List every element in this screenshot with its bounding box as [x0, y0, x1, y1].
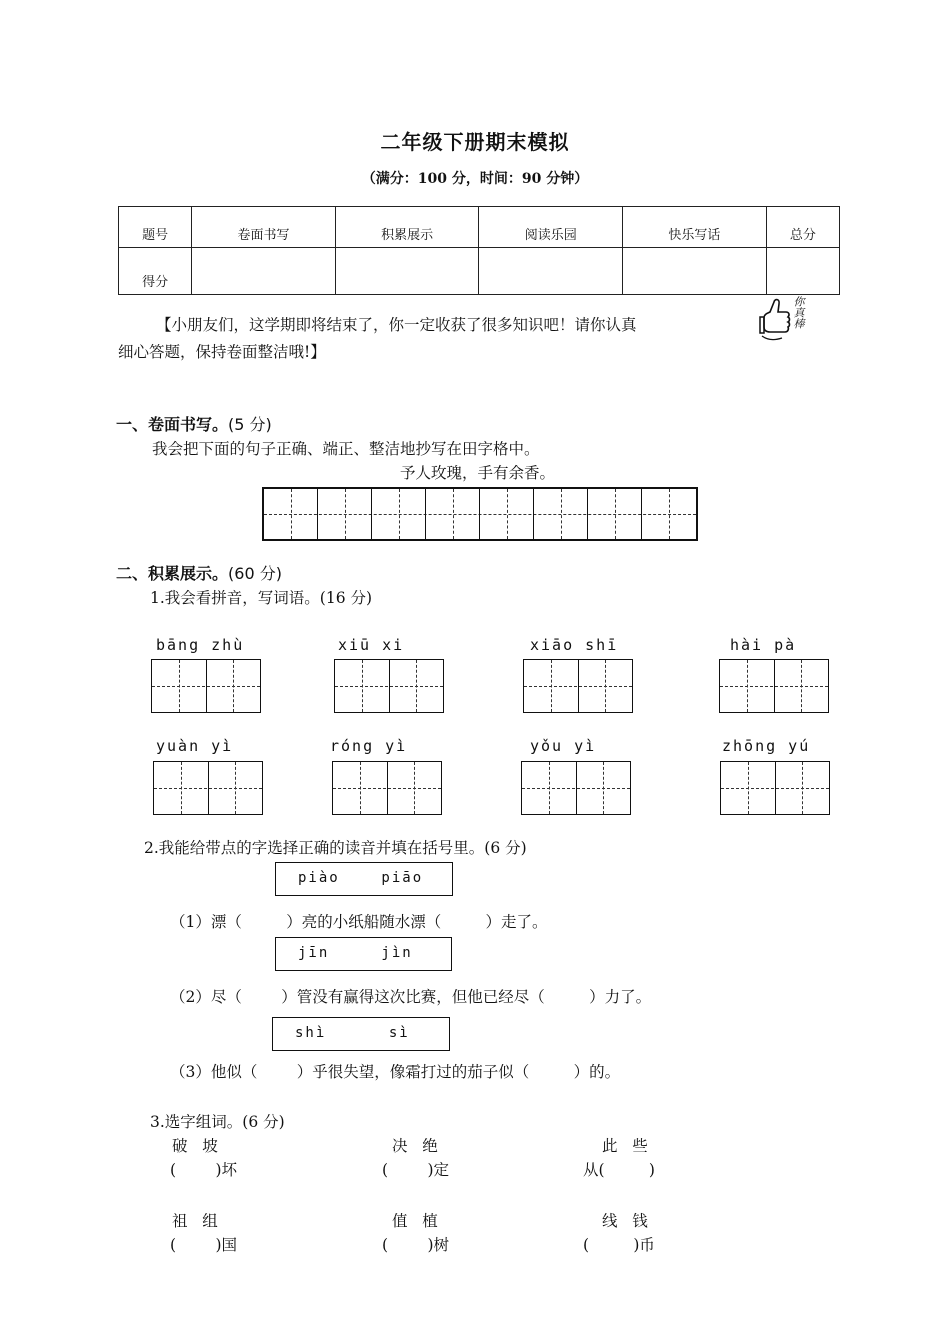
q2-label: 2.我能给带点的字选择正确的读音并填在括号里。(6 分)	[144, 839, 527, 857]
tianzige-copy-grid[interactable]	[262, 487, 698, 541]
q2-sentence[interactable]: （1）漂（ ）亮的小纸船随水漂（ ）走了。	[170, 913, 548, 931]
reading-options-box: shì sì	[272, 1017, 450, 1051]
q3-char-pair: 决 绝	[392, 1137, 438, 1155]
pinyin-label: róng yì	[330, 737, 408, 755]
tianzige-cell[interactable]	[318, 489, 372, 539]
section1-title: 一、卷面书写。	[116, 415, 229, 434]
q3-blank[interactable]: ( )树	[382, 1236, 450, 1254]
intro-note	[118, 312, 758, 366]
reading-options-box: jīn jìn	[275, 937, 452, 971]
thumbs-up-icon	[756, 296, 812, 348]
q3-blank[interactable]: ( )国	[170, 1236, 238, 1254]
page-title: 二年级下册期末模拟	[380, 130, 570, 154]
score-cell[interactable]	[766, 248, 839, 295]
score-table-score-row	[119, 248, 840, 295]
pinyin-label: zhōng yú	[722, 737, 811, 755]
score-cell[interactable]	[335, 248, 479, 295]
pinyin-label: yǒu yì	[530, 737, 597, 755]
score-table-header-row	[119, 207, 840, 248]
tianzige-cell[interactable]	[426, 489, 480, 539]
word-writing-box[interactable]	[521, 761, 631, 815]
score-cell[interactable]	[479, 248, 623, 295]
section2-title: 二、积累展示。	[116, 564, 229, 583]
q3-char-pair: 祖 组	[172, 1212, 218, 1230]
q2-sentence[interactable]: （3）他似（ ）乎很失望，像霜打过的茄子似（ ）的。	[170, 1063, 621, 1081]
score-header-cell: 积累展示	[335, 207, 479, 248]
word-writing-box[interactable]	[719, 659, 829, 713]
q3-blank[interactable]: ( )定	[382, 1161, 450, 1179]
q3-blank[interactable]: 从( )	[583, 1161, 655, 1179]
intro-line-1: 【小朋友们，这学期即将结束了，你一定收获了很多知识吧！请你认真	[156, 316, 637, 334]
word-writing-box[interactable]	[153, 761, 263, 815]
intro-line-2: 细心答题，保持卷面整洁哦!】	[118, 343, 326, 361]
q3-char-pair: 线 钱	[602, 1212, 648, 1230]
section1-points: (5 分)	[228, 415, 272, 434]
score-table	[118, 206, 840, 295]
stamp-text: 你真棒	[792, 296, 805, 329]
tianzige-cell[interactable]	[372, 489, 426, 539]
score-row-label: 得分	[119, 248, 192, 295]
tianzige-cell[interactable]	[642, 489, 696, 539]
q3-char-pair: 值 植	[392, 1212, 438, 1230]
q3-blank[interactable]: ( )坏	[170, 1161, 238, 1179]
word-writing-box[interactable]	[332, 761, 442, 815]
pinyin-label: bāng zhù	[156, 636, 245, 654]
q1-label: 1.我会看拼音，写词语。(16 分)	[150, 589, 373, 607]
section1-instruction: 我会把下面的句子正确、端正、整洁地抄写在田字格中。	[152, 440, 540, 458]
score-header-cell: 快乐写话	[623, 207, 767, 248]
q2-sentence[interactable]: （2）尽（ ）管没有赢得这次比赛，但他已经尽（ ）力了。	[170, 988, 652, 1006]
word-writing-box[interactable]	[720, 761, 830, 815]
reading-options-box: piào piāo	[275, 862, 453, 896]
score-cell[interactable]	[192, 248, 336, 295]
q3-label: 3.选字组词。(6 分)	[150, 1113, 285, 1131]
score-cell[interactable]	[623, 248, 767, 295]
page-subtitle: （满分：100 分，时间：90 分钟）	[361, 171, 589, 187]
pinyin-label: xiū xi	[338, 636, 405, 654]
score-header-cell: 总分	[766, 207, 839, 248]
score-header-cell: 阅读乐园	[479, 207, 623, 248]
section1-heading	[116, 412, 272, 435]
section2-points: (60 分)	[228, 564, 282, 583]
tianzige-cell[interactable]	[264, 489, 318, 539]
q3-blank[interactable]: ( )币	[583, 1236, 655, 1254]
word-writing-box[interactable]	[523, 659, 633, 713]
pinyin-label: hài pà	[730, 636, 797, 654]
pinyin-label: xiāo shī	[530, 636, 619, 654]
score-header-cell: 卷面书写	[192, 207, 336, 248]
section2-heading	[116, 561, 282, 584]
tianzige-cell[interactable]	[588, 489, 642, 539]
q3-char-pair: 破 坡	[172, 1137, 218, 1155]
score-header-cell: 题号	[119, 207, 192, 248]
word-writing-box[interactable]	[334, 659, 444, 713]
section1-sentence: 予人玫瑰，手有余香。	[400, 464, 556, 482]
pinyin-label: yuàn yì	[156, 737, 234, 755]
word-writing-box[interactable]	[151, 659, 261, 713]
q3-char-pair: 此 些	[602, 1137, 648, 1155]
tianzige-cell[interactable]	[480, 489, 534, 539]
tianzige-cell[interactable]	[534, 489, 588, 539]
